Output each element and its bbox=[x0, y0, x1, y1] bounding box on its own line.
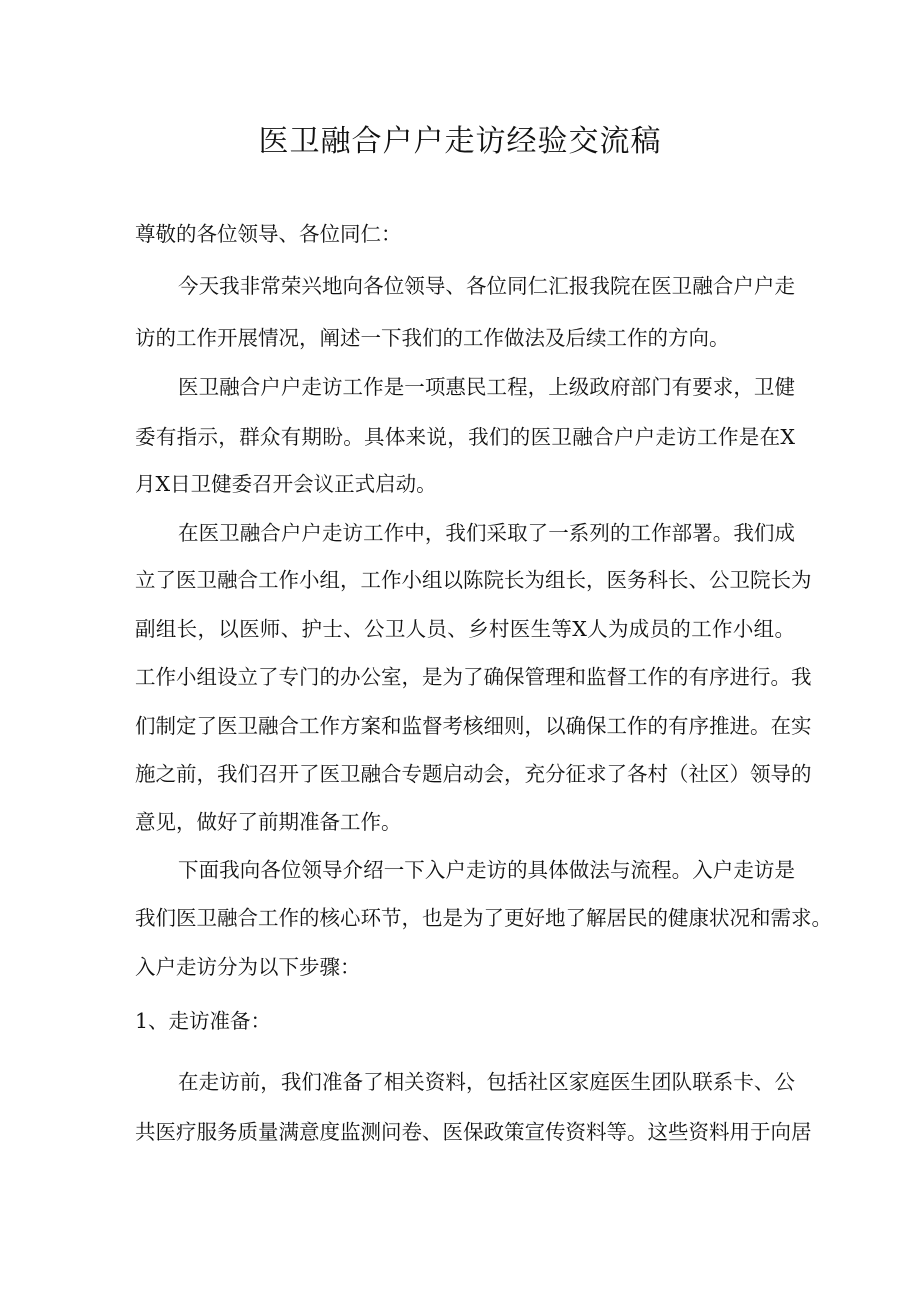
paragraph-line: 意见，做好了前期准备工作。 bbox=[135, 810, 402, 834]
paragraph-line: 立了医卫融合工作小组，工作小组以陈院长为组长，医务科长、公卫院长为 bbox=[135, 568, 812, 592]
paragraph-line: 委有指示，群众有期盼。具体来说，我们的医卫融合户户走访工作是在X bbox=[135, 425, 795, 449]
paragraph-line: 入户走访分为以下步骤： bbox=[135, 955, 361, 979]
paragraph-line: 月X日卫健委召开会议正式启动。 bbox=[135, 472, 437, 496]
paragraph-line: 施之前，我们召开了医卫融合专题启动会，充分征求了各村（社区）领导的 bbox=[135, 762, 812, 786]
salutation: 尊敬的各位领导、各位同仁： bbox=[135, 222, 402, 246]
paragraph-line: 副组长，以医师、护士、公卫人员、乡村医生等X人为成员的工作小组。 bbox=[135, 617, 795, 641]
paragraph-line: 在走访前，我们准备了相关资料，包括社区家庭医生团队联系卡、公 bbox=[178, 1070, 795, 1094]
section-heading: 1、走访准备： bbox=[135, 1009, 272, 1033]
document-title: 医卫融合户户走访经验交流稿 bbox=[258, 124, 662, 159]
paragraph-line: 医卫融合户户走访工作是一项惠民工程，上级政府部门有要求，卫健 bbox=[178, 375, 795, 399]
paragraph-line: 我们医卫融合工作的核心环节，也是为了更好地了解居民的健康状况和需求。 bbox=[135, 906, 832, 930]
paragraph-line: 访的工作开展情况，阐述一下我们的工作做法及后续工作的方向。 bbox=[135, 326, 730, 350]
paragraph-line: 下面我向各位领导介绍一下入户走访的具体做法与流程。入户走访是 bbox=[178, 858, 795, 882]
paragraph-line: 们制定了医卫融合工作方案和监督考核细则，以确保工作的有序推进。在实 bbox=[135, 714, 812, 738]
paragraph-line: 工作小组设立了专门的办公室，是为了确保管理和监督工作的有序进行。我 bbox=[135, 665, 812, 689]
paragraph-line: 今天我非常荣兴地向各位领导、各位同仁汇报我院在医卫融合户户走 bbox=[178, 274, 795, 298]
paragraph-line: 在医卫融合户户走访工作中，我们采取了一系列的工作部署。我们成 bbox=[178, 521, 795, 545]
paragraph-line: 共医疗服务质量满意度监测问卷、医保政策宣传资料等。这些资料用于向居 bbox=[135, 1120, 812, 1144]
